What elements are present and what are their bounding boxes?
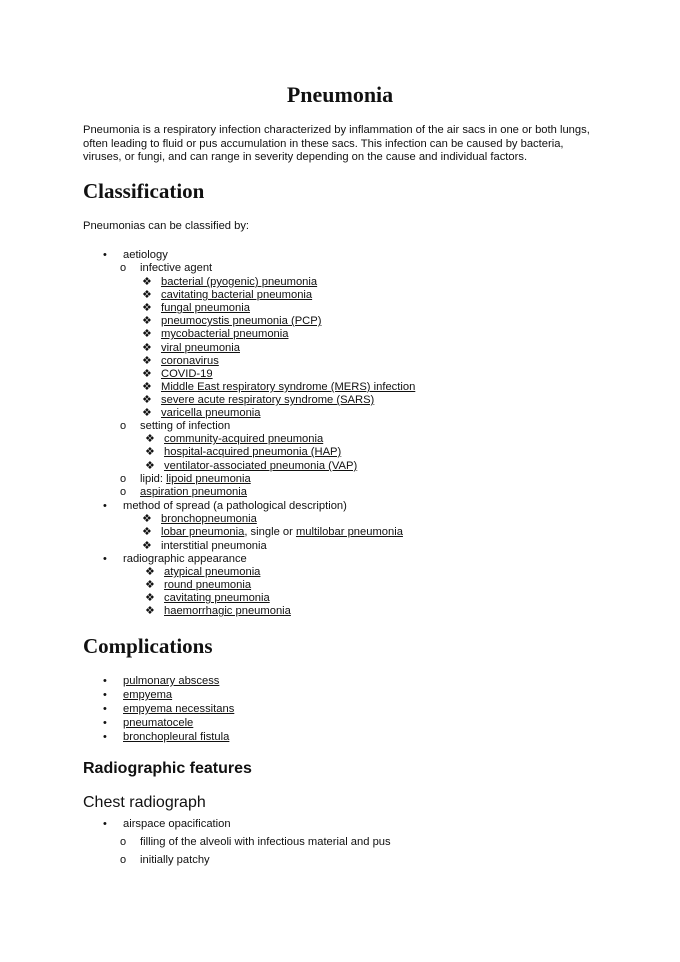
link-empyema-necessitans[interactable]: empyema necessitans <box>123 703 235 715</box>
list-item-alveoli-filling: filling of the alveoli with infectious material and pus <box>140 836 391 848</box>
bullet-marker: • <box>103 689 107 701</box>
link-vap[interactable]: ventilator-associated pneumonia (VAP) <box>164 460 358 472</box>
diamond-marker: ❖ <box>142 342 152 354</box>
link-mers[interactable]: Middle East respiratory syndrome (MERS) infection <box>161 381 416 393</box>
link-mycobacterial-pneumonia[interactable]: mycobacterial pneumonia <box>161 328 289 340</box>
lipid-prefix: lipid: <box>140 473 167 485</box>
diamond-marker: ❖ <box>142 407 152 419</box>
link-multilobar-pneumonia[interactable]: multilobar pneumonia <box>295 526 403 538</box>
page-title: Pneumonia <box>286 82 394 107</box>
circle-marker: o <box>120 486 127 498</box>
radiographic-features-heading: Radiographic features <box>83 760 252 777</box>
circle-marker: o <box>120 854 127 866</box>
link-lipoid-pneumonia[interactable]: lipoid pneumonia <box>166 473 251 485</box>
circle-marker: o <box>120 420 127 432</box>
diamond-marker: ❖ <box>142 328 152 340</box>
diamond-marker: ❖ <box>142 540 152 552</box>
bullet-marker: • <box>103 717 107 729</box>
diamond-marker: ❖ <box>142 513 152 525</box>
link-haemorrhagic-pneumonia[interactable]: haemorrhagic pneumonia <box>164 605 291 617</box>
link-pulmonary-abscess[interactable]: pulmonary abscess <box>123 675 220 687</box>
link-cavitating-pneumonia[interactable]: cavitating pneumonia <box>164 592 270 604</box>
classification-heading: Classification <box>83 179 205 203</box>
list-item-airspace-opacification: airspace opacification <box>123 818 231 830</box>
list-item-lobar <box>161 526 403 539</box>
diamond-marker: ❖ <box>145 566 155 578</box>
link-lobar-pneumonia[interactable]: lobar pneumonia <box>161 526 245 538</box>
bullet-marker: • <box>103 818 107 830</box>
link-empyema[interactable]: empyema <box>123 689 173 701</box>
link-varicella-pneumonia[interactable]: varicella pneumonia <box>161 407 261 419</box>
diamond-marker: ❖ <box>145 446 155 458</box>
diamond-marker: ❖ <box>142 526 152 538</box>
list-item-initially-patchy: initially patchy <box>140 854 210 866</box>
link-hap[interactable]: hospital-acquired pneumonia (HAP) <box>164 446 342 458</box>
list-item-infective-agent: infective agent <box>140 262 213 274</box>
list-item-lipid <box>140 473 251 486</box>
lobar-connector-text: , single or <box>244 526 296 538</box>
diamond-marker: ❖ <box>142 276 152 288</box>
link-fungal-pneumonia[interactable]: fungal pneumonia <box>161 302 250 314</box>
link-coronavirus[interactable]: coronavirus <box>161 355 219 367</box>
circle-marker: o <box>120 473 127 485</box>
diamond-marker: ❖ <box>145 460 155 472</box>
circle-marker: o <box>120 262 127 274</box>
link-cavitating-bacterial-pneumonia[interactable]: cavitating bacterial pneumonia <box>161 289 313 301</box>
diamond-marker: ❖ <box>145 592 155 604</box>
circle-marker: o <box>120 836 127 848</box>
link-bronchopneumonia[interactable]: bronchopneumonia <box>161 513 257 525</box>
bullet-marker: • <box>103 703 107 715</box>
bullet-marker: • <box>103 500 107 512</box>
intro-paragraph: Pneumonia is a respiratory infection characterized by inflammation of the air sacs in one or both lungs, often leading to fluid or pus accumulation in these sacs. This infection can be caused by bacteria, viruses, or fungi, and can range in severity depending on the cause and individual factors. <box>83 124 590 163</box>
link-community-acquired[interactable]: community-acquired pneumonia <box>164 433 324 445</box>
link-atypical-pneumonia[interactable]: atypical pneumonia <box>164 566 261 578</box>
link-bronchopleural-fistula[interactable]: bronchopleural fistula <box>123 731 230 743</box>
diamond-marker: ❖ <box>145 579 155 591</box>
bullet-marker: • <box>103 249 107 261</box>
diamond-marker: ❖ <box>142 315 152 327</box>
bullet-marker: • <box>103 553 107 565</box>
link-round-pneumonia[interactable]: round pneumonia <box>164 579 252 591</box>
complications-heading: Complications <box>83 634 213 658</box>
list-item-interstitial: interstitial pneumonia <box>161 540 267 552</box>
bullet-marker: • <box>103 675 107 687</box>
link-bacterial-pneumonia[interactable]: bacterial (pyogenic) pneumonia <box>161 276 318 288</box>
list-item-setting: setting of infection <box>140 420 231 432</box>
diamond-marker: ❖ <box>142 368 152 380</box>
link-covid-19[interactable]: COVID-19 <box>161 368 213 380</box>
diamond-marker: ❖ <box>142 355 152 367</box>
chest-radiograph-heading: Chest radiograph <box>83 794 206 811</box>
list-item-aetiology: aetiology <box>123 249 168 261</box>
classification-lead: Pneumonias can be classified by: <box>83 220 250 232</box>
list-item-radiographic-appearance: radiographic appearance <box>123 553 247 565</box>
link-viral-pneumonia[interactable]: viral pneumonia <box>161 342 240 354</box>
list-item-spread: method of spread (a pathological description) <box>123 500 347 512</box>
diamond-marker: ❖ <box>145 605 155 617</box>
diamond-marker: ❖ <box>142 394 152 406</box>
bullet-marker: • <box>103 731 107 743</box>
diamond-marker: ❖ <box>142 289 152 301</box>
link-pcp[interactable]: pneumocystis pneumonia (PCP) <box>161 315 322 327</box>
link-aspiration-pneumonia[interactable]: aspiration pneumonia <box>140 486 247 498</box>
diamond-marker: ❖ <box>142 381 152 393</box>
link-sars[interactable]: severe acute respiratory syndrome (SARS) <box>161 394 375 406</box>
link-pneumatocele[interactable]: pneumatocele <box>123 717 194 729</box>
diamond-marker: ❖ <box>142 302 152 314</box>
diamond-marker: ❖ <box>145 433 155 445</box>
